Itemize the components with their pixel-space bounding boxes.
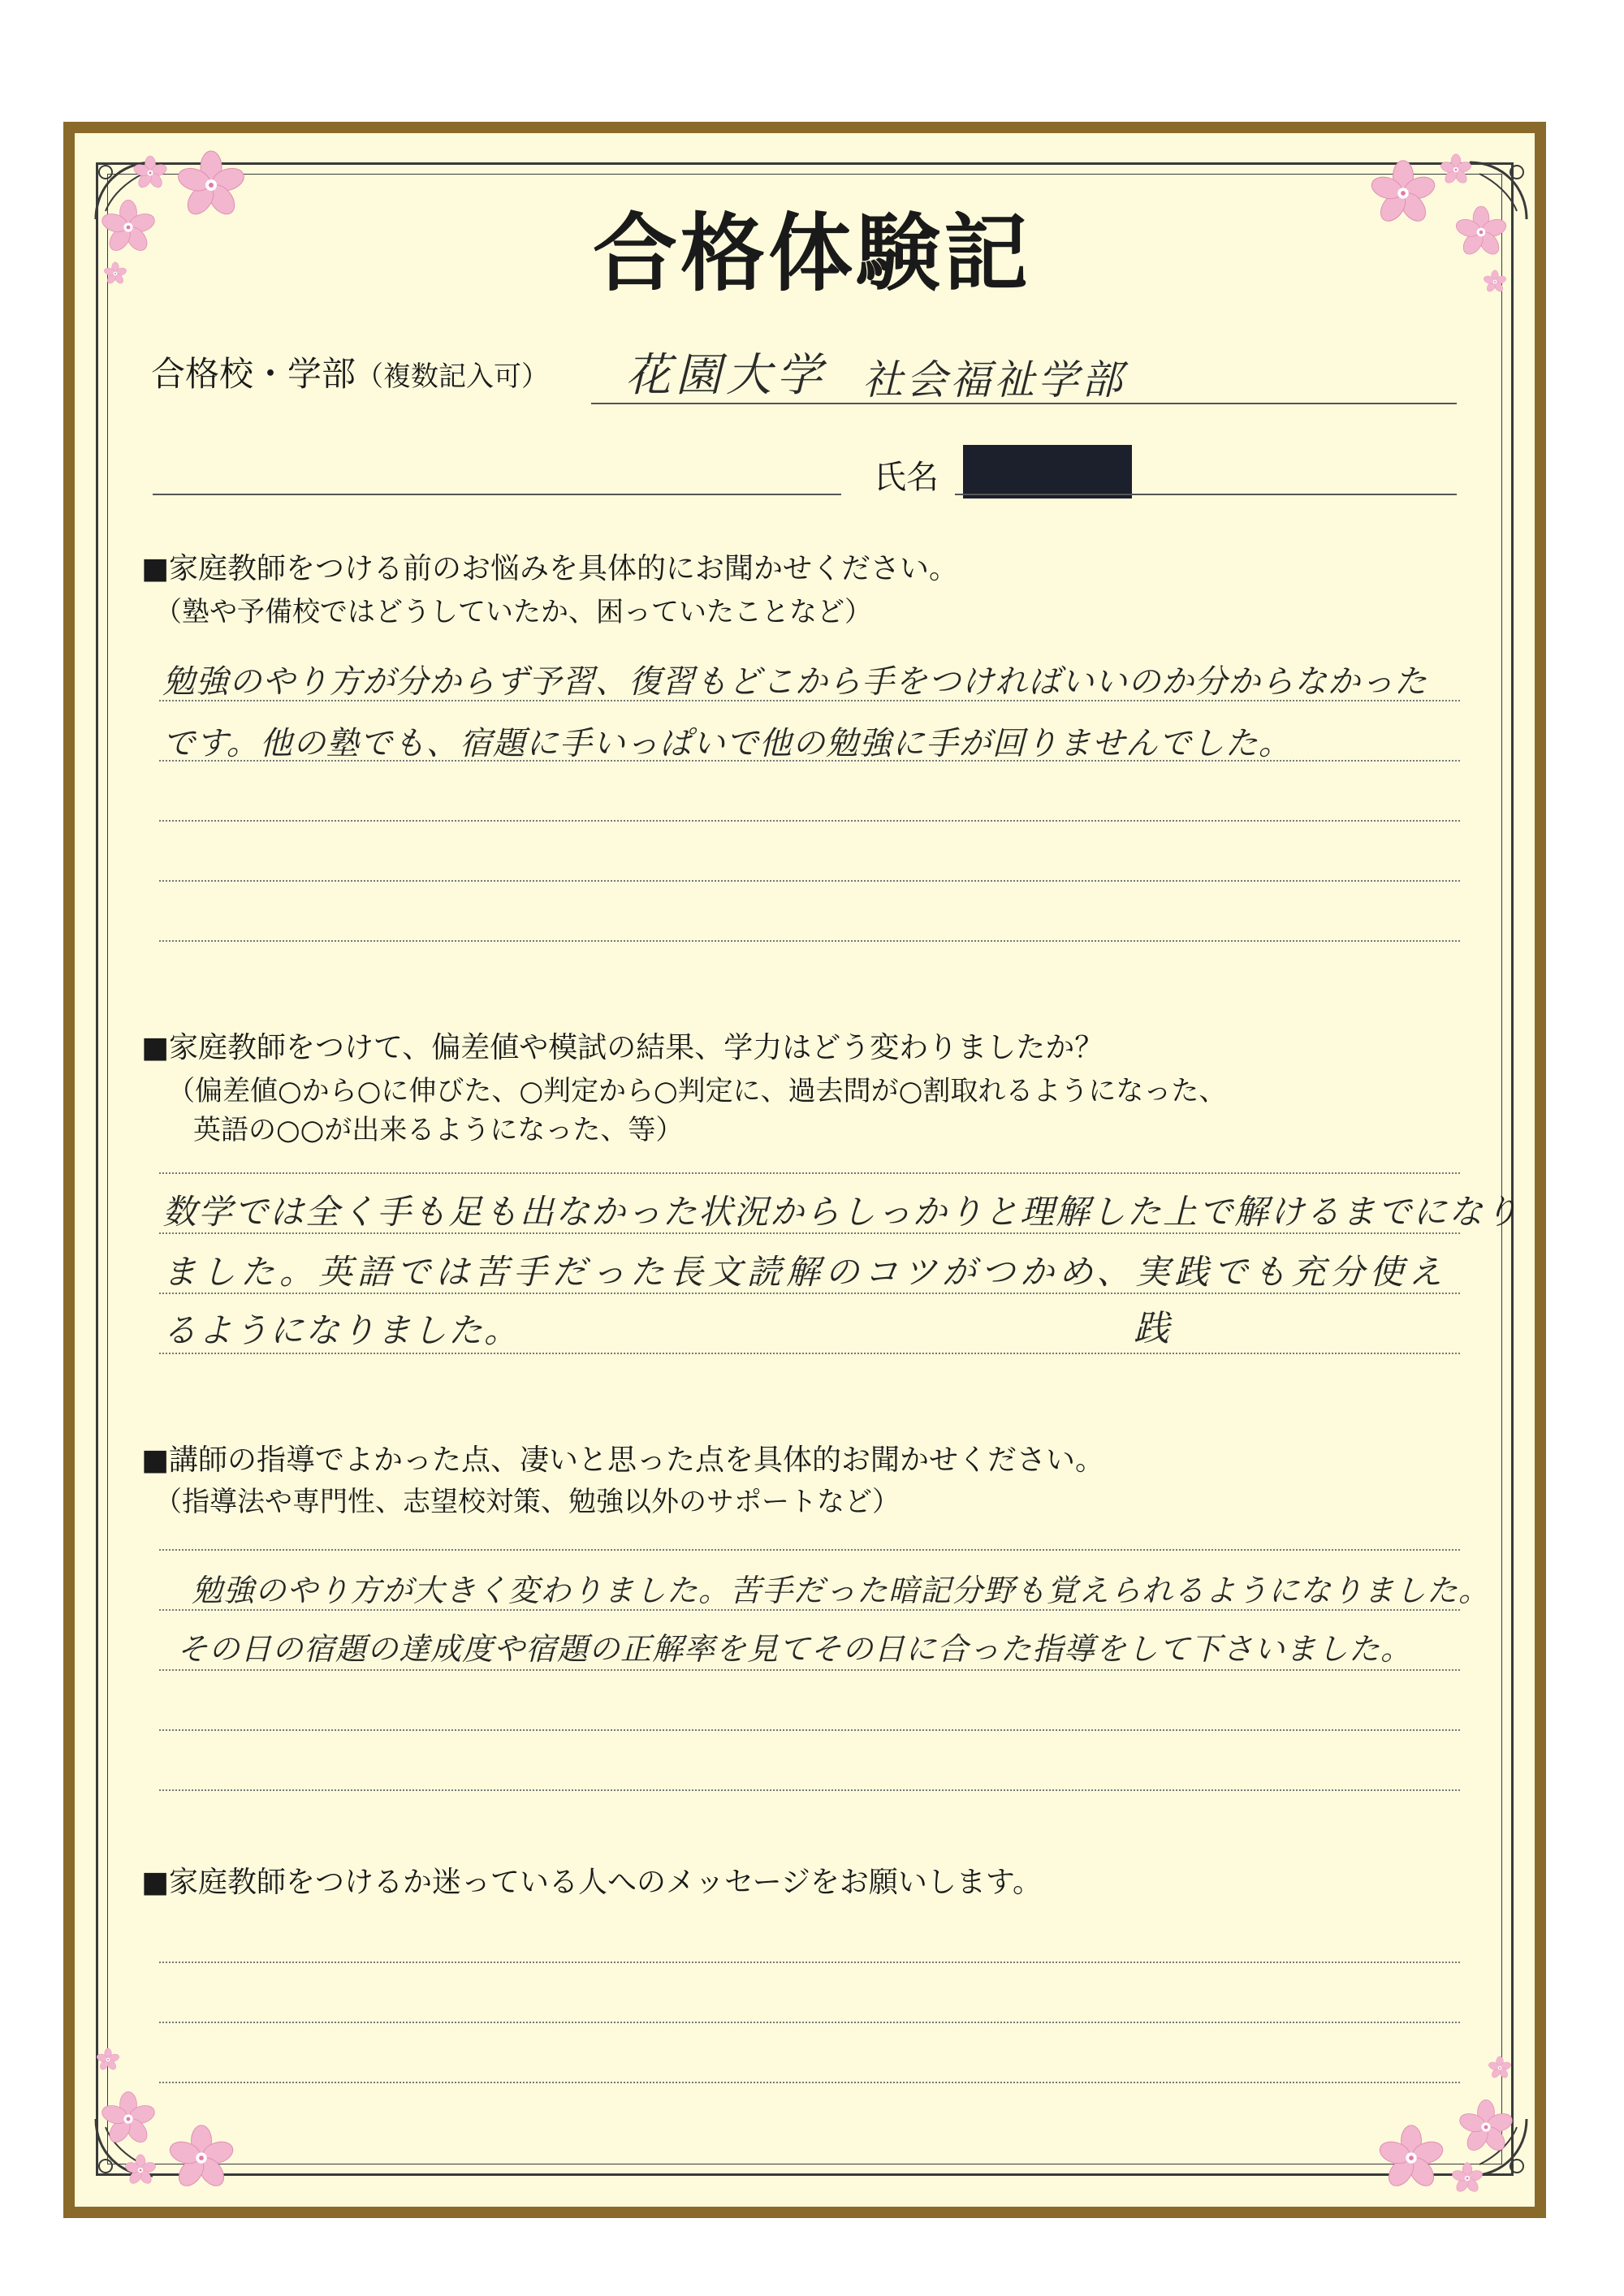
cherry-blossom-icon (94, 2046, 122, 2074)
answer-1-line-2: です。他の塾でも、宿題に手いっぱいで他の勉強に手が回りませんでした。 (162, 725, 1292, 762)
cherry-blossom-icon (1449, 2160, 1486, 2197)
question-4: ■家庭教師をつけるか迷っている人へのメッセージをお願いします。 (141, 1866, 1042, 1899)
writing-line (159, 820, 1460, 822)
name-label: 氏名 (874, 459, 939, 496)
writing-line (159, 1669, 1460, 1671)
school-label (151, 347, 549, 396)
question-2-note-1: （偏差値○から○に伸びた、○判定から○判定に、過去問が○割取れるようになった、 (167, 1075, 1227, 1107)
school-underline (591, 403, 1457, 404)
writing-line (159, 1549, 1460, 1551)
writing-line (159, 1232, 1460, 1234)
writing-line (159, 760, 1460, 762)
cherry-blossom-icon (1372, 2119, 1450, 2197)
writing-line (159, 2022, 1460, 2023)
writing-line (159, 940, 1460, 942)
writing-line (159, 880, 1460, 882)
question-1-note: （塾や予備校ではどうしていたか、困っていたことなど） (154, 596, 872, 628)
cherry-blossom-icon (1486, 2054, 1514, 2082)
answer-1-line-1: 勉強のやり方が分からず予習、復習もどこから手をつければいいのか分からなかった (162, 663, 1427, 701)
name-redaction (963, 445, 1132, 498)
answer-2-line-3: るようになりました。 (162, 1310, 520, 1350)
writing-line (159, 1789, 1460, 1791)
answer-2-line-1: 数学では全く手も足も出なかった状況からしっかりと理解した上で解けるまでになり (162, 1192, 1521, 1232)
school-label-text: 合格校・学部 (151, 354, 356, 394)
question-2: ■家庭教師をつけて、偏差値や模試の結果、学力はどう変わりましたか？ (141, 1031, 1104, 1064)
writing-line (159, 1962, 1460, 1963)
answer-2-line-2: ました。英語では苦手だった長文読解のコツがつかめ、実践でも充分使え (162, 1252, 1448, 1292)
question-1: ■家庭教師をつける前のお悩みを具体的にお聞かせください。 (141, 552, 959, 585)
answer-3-line-2: その日の宿題の達成度や宿題の正解率を見てその日に合った指導をして下さいました。 (177, 1631, 1413, 1667)
school-note: （複数記入可） (356, 360, 550, 393)
answer-3-line-1: 勉強のやり方が大きく変わりました。苦手だった暗記分野も覚えられるようになりました。 (192, 1573, 1491, 1608)
school-faculty-value: 社会福祉学部 (862, 356, 1125, 404)
question-3-note: （指導法や専門性、志望校対策、勉強以外のサポートなど） (154, 1486, 900, 1518)
writing-line (159, 700, 1460, 701)
writing-line (159, 1353, 1460, 1354)
writing-line (159, 1172, 1460, 1174)
cherry-blossom-icon (96, 2087, 161, 2151)
name-underline (955, 494, 1457, 495)
cherry-blossom-icon (1453, 2095, 1518, 2160)
writing-line (159, 1293, 1460, 1294)
question-2-note-2: 英語の○○が出来るようになった、等） (193, 1114, 684, 1146)
cherry-blossom-icon (1437, 151, 1475, 188)
answer-2-correction: 践 (1134, 1308, 1169, 1349)
left-blank-line (153, 494, 841, 495)
cherry-blossom-icon (162, 2119, 240, 2197)
school-university-value: 花園大学 (625, 349, 827, 402)
writing-line (159, 1729, 1460, 1731)
cherry-blossom-icon (122, 2151, 159, 2189)
page-title: 合格体験記 (592, 203, 1031, 303)
question-3: ■講師の指導でよかった点、凄いと思った点を具体的お聞かせください。 (141, 1444, 1105, 1477)
writing-line (159, 2082, 1460, 2083)
writing-line (159, 1609, 1460, 1611)
